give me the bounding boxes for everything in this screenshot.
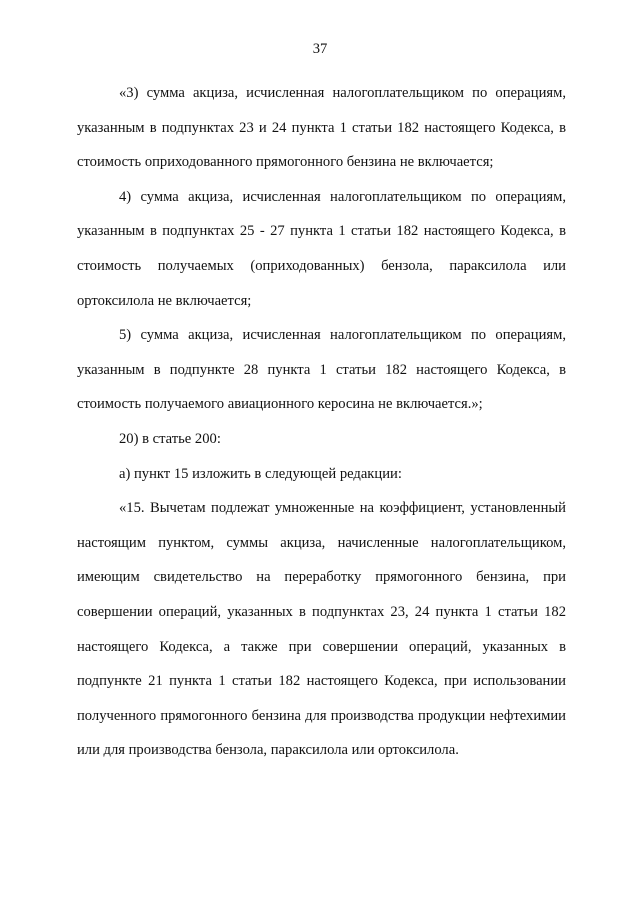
paragraph-item-4: 4) сумма акциза, исчисленная налогоплательщиком по операциям, указанным в подпунктах 25 - 27 пункта 1 статьи 182 настоящего Кодекса, в стоимость получаемых (оприходованных) бензола, параксилола или ортоксилола не включается; [77, 188, 566, 309]
paragraph-subitem-a: а) пункт 15 изложить в следующей редакции: [119, 465, 402, 482]
page-number: 37 [312, 41, 328, 57]
paragraph-point-15: «15. Вычетам подлежат умноженные на коэффициент, установленный настоящим пунктом, суммы акциза, начисленные налогоплательщиком, имеющим свидетельство на переработку прямогонного бензина, при совершении операций, указанных в подпунктах 23, 24 пункта 1 статьи 182 настоящего Кодекса, а также при совершении операций, указанных в подпункте 21 пункта 1 статьи 182 настоящего Кодекса, при использовании полученного прямогонного бензина для производства продукции нефтехимии или для производства бензола, параксилола или ортоксилола. [77, 500, 566, 759]
body-text [77, 76, 566, 768]
paragraph-article-200: 20) в статье 200: [119, 430, 221, 447]
paragraph-item-5: 5) сумма акциза, исчисленная налогоплательщиком по операциям, указанным в подпункте 28 пункта 1 статьи 182 настоящего Кодекса, в стоимость получаемого авиационного керосина не включается.»; [77, 327, 566, 413]
paragraph-item-3: «3) сумма акциза, исчисленная налогоплательщиком по операциям, указанным в подпунктах 23 и 24 пункта 1 статьи 182 настоящего Кодекса, в стоимость оприходованного прямогонного бензина не включается; [77, 85, 566, 171]
